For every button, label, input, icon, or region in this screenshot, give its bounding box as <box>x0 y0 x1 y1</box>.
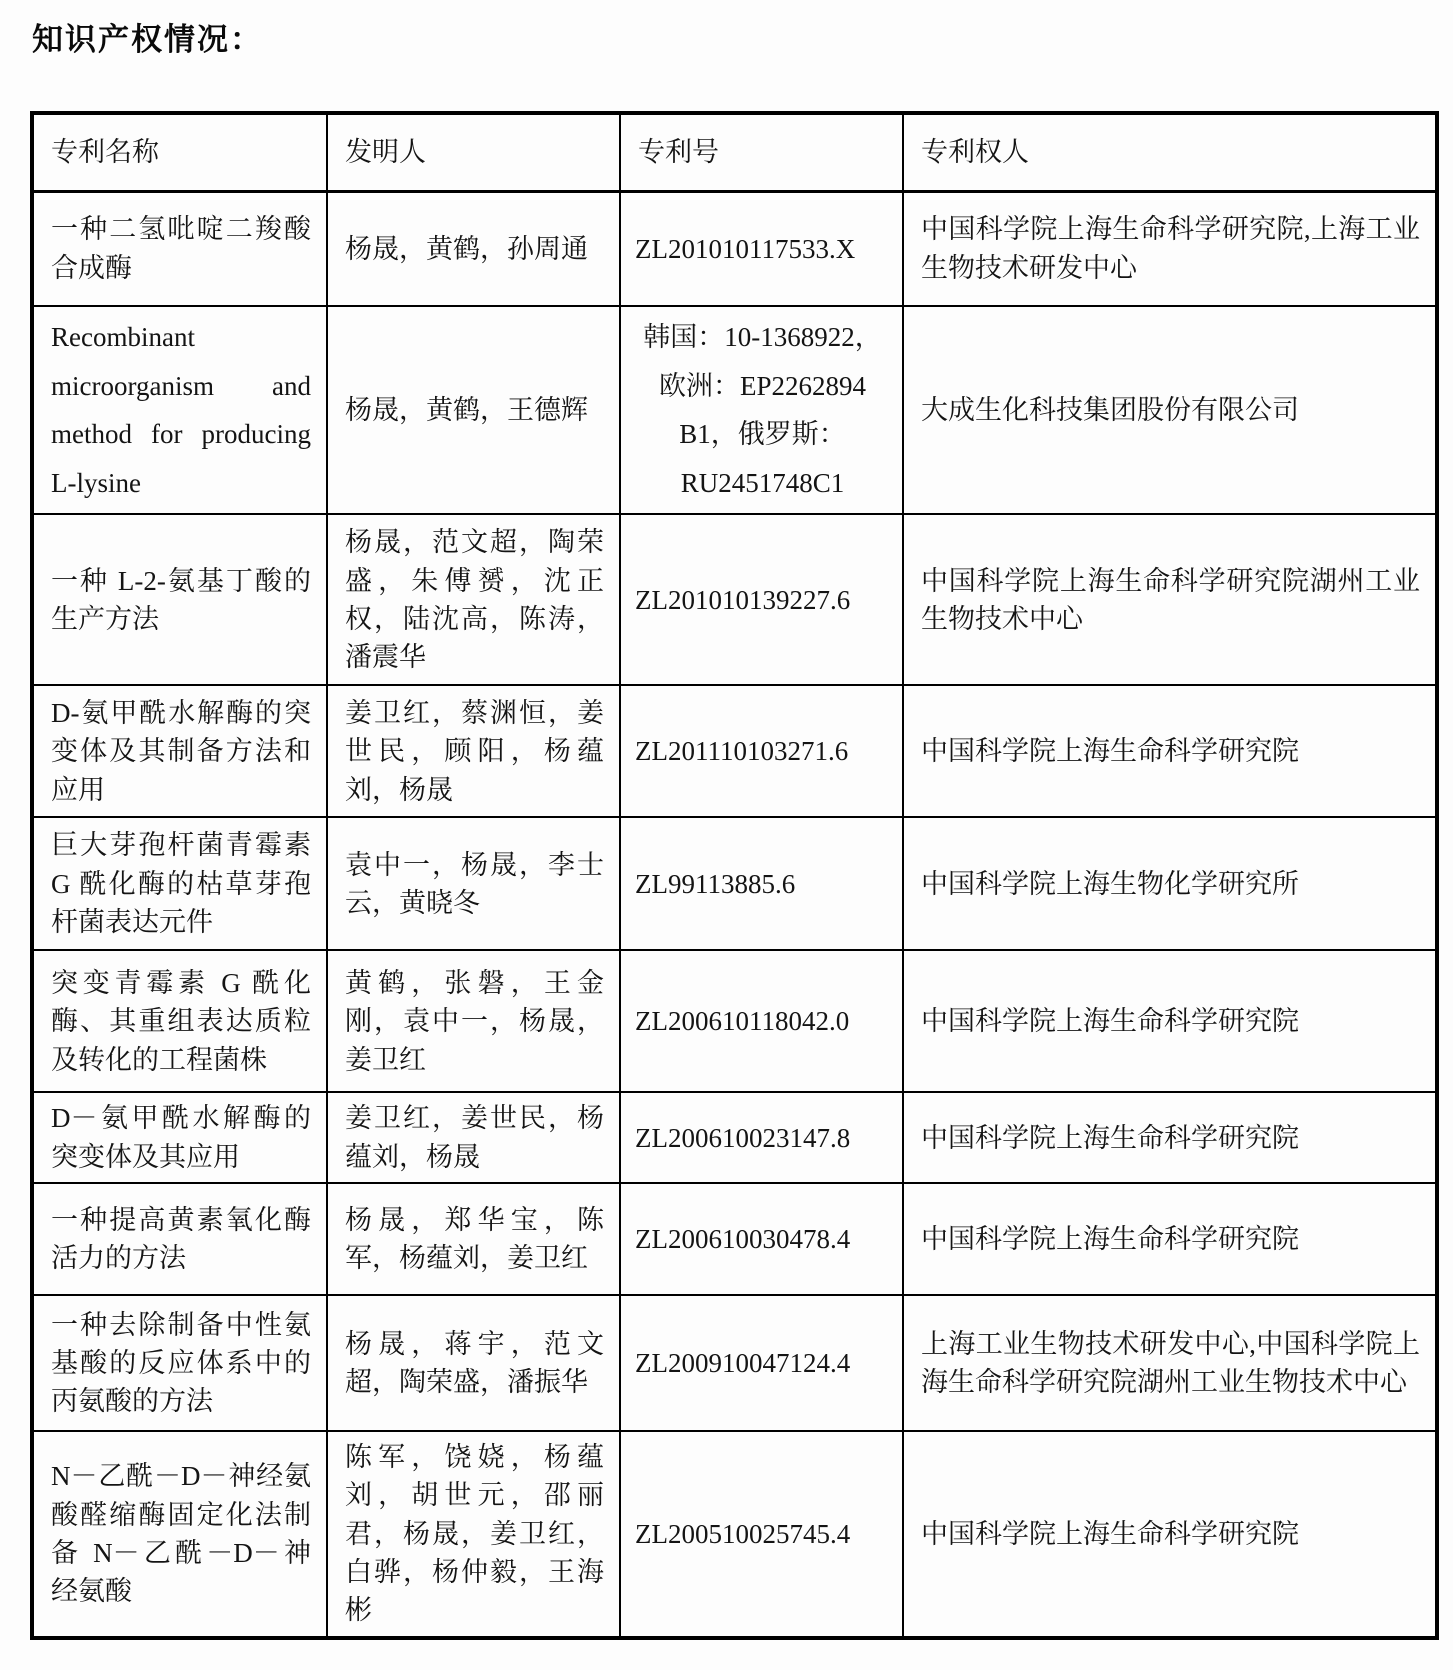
patent-no-cell: ZL200610030478.4 <box>620 1183 903 1295</box>
inventors-cell: 姜卫红，蔡渊恒，姜世民，顾阳，杨蕴刘，杨晟 <box>327 685 620 817</box>
patent-name-cell: Recombinant microorganism and method for producing L-lysine <box>32 306 327 514</box>
inventors-cell: 陈军，饶娆，杨蕴刘，胡世元，邵丽君，杨晟，姜卫红，白骅，杨仲毅，王海彬 <box>327 1431 620 1638</box>
patent-no-cell: ZL200510025745.4 <box>620 1431 903 1638</box>
table-row <box>32 685 1437 817</box>
patent-no-cell: ZL200610023147.8 <box>620 1092 903 1183</box>
table-row <box>32 1295 1437 1431</box>
patent-name-cell: D-氨甲酰水解酶的突变体及其制备方法和应用 <box>32 685 327 817</box>
owner-cell: 中国科学院上海生物化学研究所 <box>903 817 1437 950</box>
patent-name-cell: 一种去除制备中性氨基酸的反应体系中的丙氨酸的方法 <box>32 1295 327 1431</box>
patent-no-cell: 韩国：10-1368922，欧洲：EP2262894 B1，俄罗斯：RU2451748C1 <box>620 306 903 514</box>
inventors-cell: 杨晟，郑华宝，陈军，杨蕴刘，姜卫红 <box>327 1183 620 1295</box>
owner-cell: 中国科学院上海生命科学研究院,上海工业生物技术研发中心 <box>903 191 1437 306</box>
owner-cell: 中国科学院上海生命科学研究院 <box>903 1092 1437 1183</box>
patent-name-cell: N－乙酰－D－神经氨酸醛缩酶固定化法制备 N－乙酰－D－神经氨酸 <box>32 1431 327 1638</box>
inventors-cell: 杨晟，黄鹤，王德辉 <box>327 306 620 514</box>
inventors-cell: 杨晟，黄鹤，孙周通 <box>327 191 620 306</box>
inventors-cell: 袁中一，杨晟，李士云，黄晓冬 <box>327 817 620 950</box>
table-row <box>32 191 1437 306</box>
page-title: 知识产权情况： <box>32 22 263 57</box>
inventors-cell: 黄鹤，张磐，王金刚，袁中一，杨晟，姜卫红 <box>327 950 620 1092</box>
inventors-cell: 杨晟，范文超，陶荣盛，朱傅赟，沈正权，陆沈高，陈涛，潘震华 <box>327 514 620 685</box>
patent-no-cell: ZL200610118042.0 <box>620 950 903 1092</box>
owner-cell: 中国科学院上海生命科学研究院 <box>903 1431 1437 1638</box>
table-row <box>32 1431 1437 1638</box>
inventors-cell: 杨晟，蒋宇，范文超，陶荣盛，潘振华 <box>327 1295 620 1431</box>
patent-name-cell: 一种提高黄素氧化酶活力的方法 <box>32 1183 327 1295</box>
column-header-owner: 专利权人 <box>903 113 1437 191</box>
patent-name-cell: 一种 L-2-氨基丁酸的生产方法 <box>32 514 327 685</box>
inventors-cell: 姜卫红，姜世民，杨蕴刘，杨晟 <box>327 1092 620 1183</box>
owner-cell: 大成生化科技集团股份有限公司 <box>903 306 1437 514</box>
patent-name-cell: 突变青霉素 G 酰化酶、其重组表达质粒及转化的工程菌株 <box>32 950 327 1092</box>
table-row <box>32 306 1437 514</box>
patents-table <box>30 111 1439 1640</box>
patent-no-cell: ZL99113885.6 <box>620 817 903 950</box>
table-row <box>32 817 1437 950</box>
column-header-inventors: 发明人 <box>327 113 620 191</box>
column-header-patent-name: 专利名称 <box>32 113 327 191</box>
owner-cell: 中国科学院上海生命科学研究院 <box>903 950 1437 1092</box>
table-row <box>32 1183 1437 1295</box>
table-row <box>32 514 1437 685</box>
patent-no-cell: ZL201110103271.6 <box>620 685 903 817</box>
owner-cell: 上海工业生物技术研发中心,中国科学院上海生命科学研究院湖州工业生物技术中心 <box>903 1295 1437 1431</box>
table-header-row <box>32 113 1437 191</box>
table-row <box>32 950 1437 1092</box>
owner-cell: 中国科学院上海生命科学研究院 <box>903 685 1437 817</box>
column-header-patent-no: 专利号 <box>620 113 903 191</box>
patent-no-cell: ZL200910047124.4 <box>620 1295 903 1431</box>
patent-name-cell: 一种二氢吡啶二羧酸合成酶 <box>32 191 327 306</box>
owner-cell: 中国科学院上海生命科学研究院 <box>903 1183 1437 1295</box>
patent-name-cell: 巨大芽孢杆菌青霉素 G 酰化酶的枯草芽孢杆菌表达元件 <box>32 817 327 950</box>
patent-no-cell: ZL201010117533.X <box>620 191 903 306</box>
owner-cell: 中国科学院上海生命科学研究院湖州工业生物技术中心 <box>903 514 1437 685</box>
patent-no-cell: ZL201010139227.6 <box>620 514 903 685</box>
table-row <box>32 1092 1437 1183</box>
patent-name-cell: D－氨甲酰水解酶的突变体及其应用 <box>32 1092 327 1183</box>
